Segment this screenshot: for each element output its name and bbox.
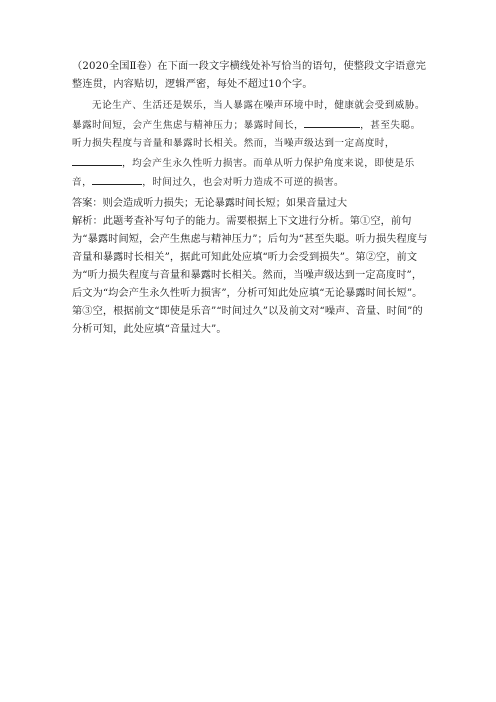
blank-2	[72, 154, 122, 166]
passage-part-1: 无论生产、生活还是娱乐，当人暴露在噪声环境中时，健康就会受到威胁。暴露时间短，会产生焦虑与精神压力；暴露时间长，	[72, 100, 426, 131]
passage-paragraph	[72, 97, 428, 193]
passage-part-4: ，时间过久，也会对听力造成不可逆的损害。	[142, 177, 345, 188]
analysis-text: 解析：此题考查补写句子的能力。需要根据上下文进行分析。第①空，前句为“暴露时间短，会产生焦虑与精神压力”；后句为“甚至失聪。听力损失程度与音量和暴露时长相关”，据此可知此处应填“听力会受到损失”。第②空，前文为“听力损失程度与音量和暴露时长相关。然而，当噪声级达到一定高度时”，后文为“均会产生永久性听力损害”，分析可知此处应填“无论暴露时间长短”。第③空，根据前文“即使是乐音”“时间过久”以及前文对“噪声、音量、时间”的分析可知，此处应填“音量过大”。	[72, 215, 428, 335]
question-text: （2020全国Ⅱ卷）在下面一段文字横线处补写恰当的语句，使整段文字语意完整连贯，内容贴切，逻辑严密，每处不超过10个字。	[72, 61, 427, 90]
blank-3	[92, 173, 142, 185]
passage-part-3: ，均会产生永久性听力损害。而单从听力保护角度来说，即使是乐音，	[72, 157, 415, 188]
blank-1	[304, 116, 360, 128]
passage-part-2: ，甚至失聪。听力损失程度与音量和暴露时长相关。然而，当噪声级达到一定高度时，	[72, 119, 421, 149]
document-page	[72, 58, 428, 339]
answer-text: 答案：则会造成听力损失；无论暴露时间长短；如果音量过大	[72, 197, 348, 209]
